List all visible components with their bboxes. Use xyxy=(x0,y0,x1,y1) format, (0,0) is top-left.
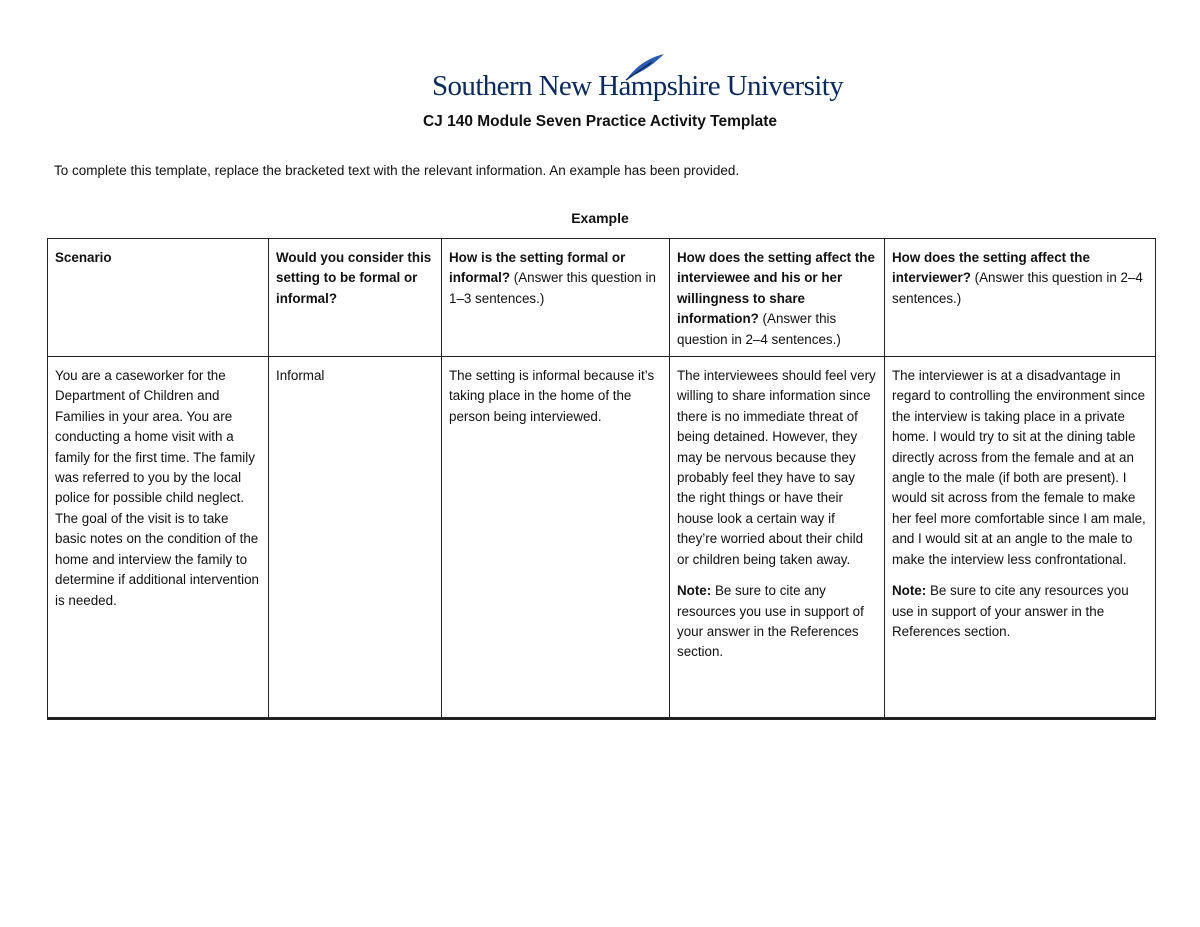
interviewee-answer: The interviewees should feel very willing to share information since there is no immediate threat of being detained. However, they may be nervous because they probably feel they have to say the right things or have their house look a certain way if they’re worried about their child or children being taken away. xyxy=(677,368,876,567)
header-cell-how-formal xyxy=(442,239,670,357)
interviewer-effect-cell xyxy=(885,357,1156,719)
interviewee-note xyxy=(677,581,877,663)
section-label: Example xyxy=(571,210,629,226)
header-hint: (Answer this question in 2–4 sentences.) xyxy=(892,270,1143,306)
table-row xyxy=(48,357,1156,719)
note-label: Note: xyxy=(892,583,927,599)
note-text: Be sure to cite any resources you use in support of your answer in the References section. xyxy=(677,583,864,660)
formality-cell: Informal xyxy=(269,357,442,719)
scenario-cell: You are a caseworker for the Department of Children and Families in your area. You are conducting a home visit with a family for the first time. The family was referred to you by the local police for possible child neglect. The goal of the visit is to take basic notes on the condition of the home and interview the family to determine if additional intervention is needed. xyxy=(48,357,269,719)
interviewee-effect-cell xyxy=(670,357,885,719)
header-question: How does the setting affect the interviewee and his or her willingness to share information? xyxy=(677,250,875,327)
table-header-row xyxy=(48,239,1156,357)
header-cell-formality xyxy=(269,239,442,357)
note-text: Be sure to cite any resources you use in support of your answer in the References section. xyxy=(892,583,1129,639)
header-hint: (Answer this question in 1–3 sentences.) xyxy=(449,270,656,306)
header-cell-scenario xyxy=(48,239,269,357)
header-question: How does the setting affect the interviewer? xyxy=(892,250,1090,286)
document-title: CJ 140 Module Seven Practice Activity Template xyxy=(422,113,778,130)
header-question: How is the setting formal or informal? xyxy=(449,250,626,286)
interviewer-note xyxy=(892,581,1148,642)
university-logo xyxy=(432,60,844,110)
interviewer-answer: The interviewer is at a disadvantage in regard to controlling the environment since the interview is taking place in a private home. I would try to sit at the dining table directly across from the female and at an angle to the male (if both are present). I would sit across from the female to make her feel more comfortable since I am male, and I would sit at an angle to the male to make the interview less confrontational. xyxy=(892,368,1146,567)
note-label: Note: xyxy=(677,583,712,599)
header-question: Would you consider this setting to be formal or informal? xyxy=(276,250,432,306)
logo-wordmark: Southern New Hampshire University xyxy=(432,70,844,102)
how-formal-cell: The setting is informal because it’s taking place in the home of the person being interviewed. xyxy=(442,357,670,719)
header-hint: (Answer this question in 2–4 sentences.) xyxy=(677,311,841,347)
example-table xyxy=(47,238,1156,720)
instructions-text: To complete this template, replace the bracketed text with the relevant information. An example has been provided. xyxy=(54,163,740,178)
header-cell-interviewer-effect xyxy=(885,239,1156,357)
header-cell-interviewee-effect xyxy=(670,239,885,357)
header-question: Scenario xyxy=(55,250,112,265)
